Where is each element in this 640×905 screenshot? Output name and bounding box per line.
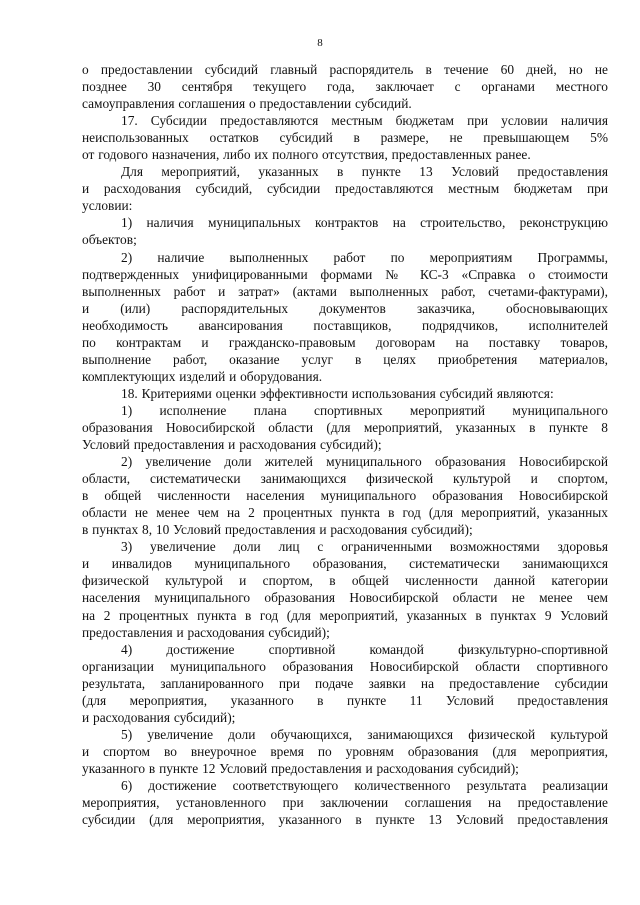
text-line: по контрактам и гражданско-правовым договорам на поставку товаров, xyxy=(82,334,608,350)
text-line: Условий предоставления и расходования субсидий); xyxy=(82,437,382,453)
text-line: на 2 процентных пункта в год (для мероприятий, указанных в пунктах 9 Условий xyxy=(82,607,608,623)
text-line: и (или) распорядительных документов заказчика, обосновывающих xyxy=(82,300,608,316)
text-line: объектов; xyxy=(82,232,137,248)
text-line: выполнение работ, оказание услуг в целях приобретения материалов, xyxy=(82,351,608,367)
text-line: 2) наличие выполненных работ по мероприятиям Программы, xyxy=(121,249,608,265)
text-line: позднее 30 сентября текущего года, заключает с органами местного xyxy=(82,79,608,95)
text-line: (для мероприятия, указанного в пункте 11 Условий предоставления xyxy=(82,692,608,708)
text-line: самоуправления соглашения о предоставлении субсидий. xyxy=(82,96,412,112)
text-line: субсидии (для мероприятия, указанного в пункте 13 Условий предоставления xyxy=(82,812,608,828)
text-line: о предоставлении субсидий главный распорядитель в течение 60 дней, но не xyxy=(82,62,608,77)
text-line: 1) наличия муниципальных контрактов на строительство, реконструкцию xyxy=(121,215,608,231)
text-line: 1) исполнение плана спортивных мероприятий муниципального xyxy=(121,402,608,418)
text-line: в общей численности населения муниципального образования Новосибирской xyxy=(82,488,608,504)
document-body xyxy=(82,61,608,828)
text-line: и расходования субсидий); xyxy=(82,709,236,725)
text-line: комплектующих изделий и оборудования. xyxy=(82,368,323,384)
text-line: выполненных работ и затрат» (актами выполненных работ, счетами-фактурами), xyxy=(82,283,608,299)
text-line: 17. Субсидии предоставляются местным бюджетам при условии наличия xyxy=(121,113,608,129)
text-line: 6) достижение соответствующего количественного результата реализации xyxy=(121,777,608,793)
page-number: 8 xyxy=(317,37,323,49)
text-line: 3) увеличение доли лиц с ограниченными возможностями здоровья xyxy=(121,539,608,555)
text-line: 2) увеличение доли жителей муниципального образования Новосибирской xyxy=(121,454,608,470)
text-line: 4) достижение спортивной командой физкультурно-спортивной xyxy=(121,641,608,657)
text-line: физической культурой и спортом, в общей численности данной категории xyxy=(82,573,608,589)
text-line: Для мероприятий, указанных в пункте 13 Условий предоставления xyxy=(121,164,608,180)
text-line: подтвержденных унифицированными формами № КС-3 «Справка о стоимости xyxy=(82,266,608,282)
text-line: и спортом во внеурочное время по уровням образования (для мероприятия, xyxy=(82,743,608,759)
text-line: 5) увеличение доли обучающихся, занимающихся физической культурой xyxy=(121,726,608,742)
text-line: неиспользованных остатков субсидий в размере, не превышающем 5% xyxy=(82,130,608,146)
text-line: и инвалидов муниципального образования, систематически занимающихся xyxy=(82,556,608,572)
text-line: образования Новосибирской области (для мероприятий, указанных в пункте 8 xyxy=(82,419,608,435)
text-line: и расходования субсидий, субсидии предоставляются местным бюджетам при xyxy=(82,181,608,197)
text-line: от годового назначения, либо их полного отсутствия, предоставленных ранее. xyxy=(82,147,531,163)
text-line: организации муниципального образования Новосибирской области спортивного xyxy=(82,658,608,674)
text-line: условии: xyxy=(82,198,133,214)
text-line: предоставления и расходования субсидий); xyxy=(82,624,330,640)
text-line: области не менее чем на 2 процентных пункта в год (для мероприятий, указанных xyxy=(82,505,608,521)
text-line: результата, запланированного при подаче заявки на предоставление субсидии xyxy=(82,675,608,691)
text-line: области, систематически занимающихся физической культурой и спортом, xyxy=(82,471,608,487)
text-line: 18. Критериями оценки эффективности использования субсидий являются: xyxy=(121,385,554,401)
text-line: необходимость авансирования поставщиков, подрядчиков, исполнителей xyxy=(82,317,608,333)
text-line: населения муниципального образования Новосибирской области не менее чем xyxy=(82,590,608,606)
text-line: указанного в пункте 12 Условий предоставления и расходования субсидий); xyxy=(82,760,519,776)
text-line: мероприятия, установленного при заключении соглашения на предоставление xyxy=(82,795,608,811)
text-line: в пунктах 8, 10 Условий предоставления и расходования субсидий); xyxy=(82,522,473,538)
